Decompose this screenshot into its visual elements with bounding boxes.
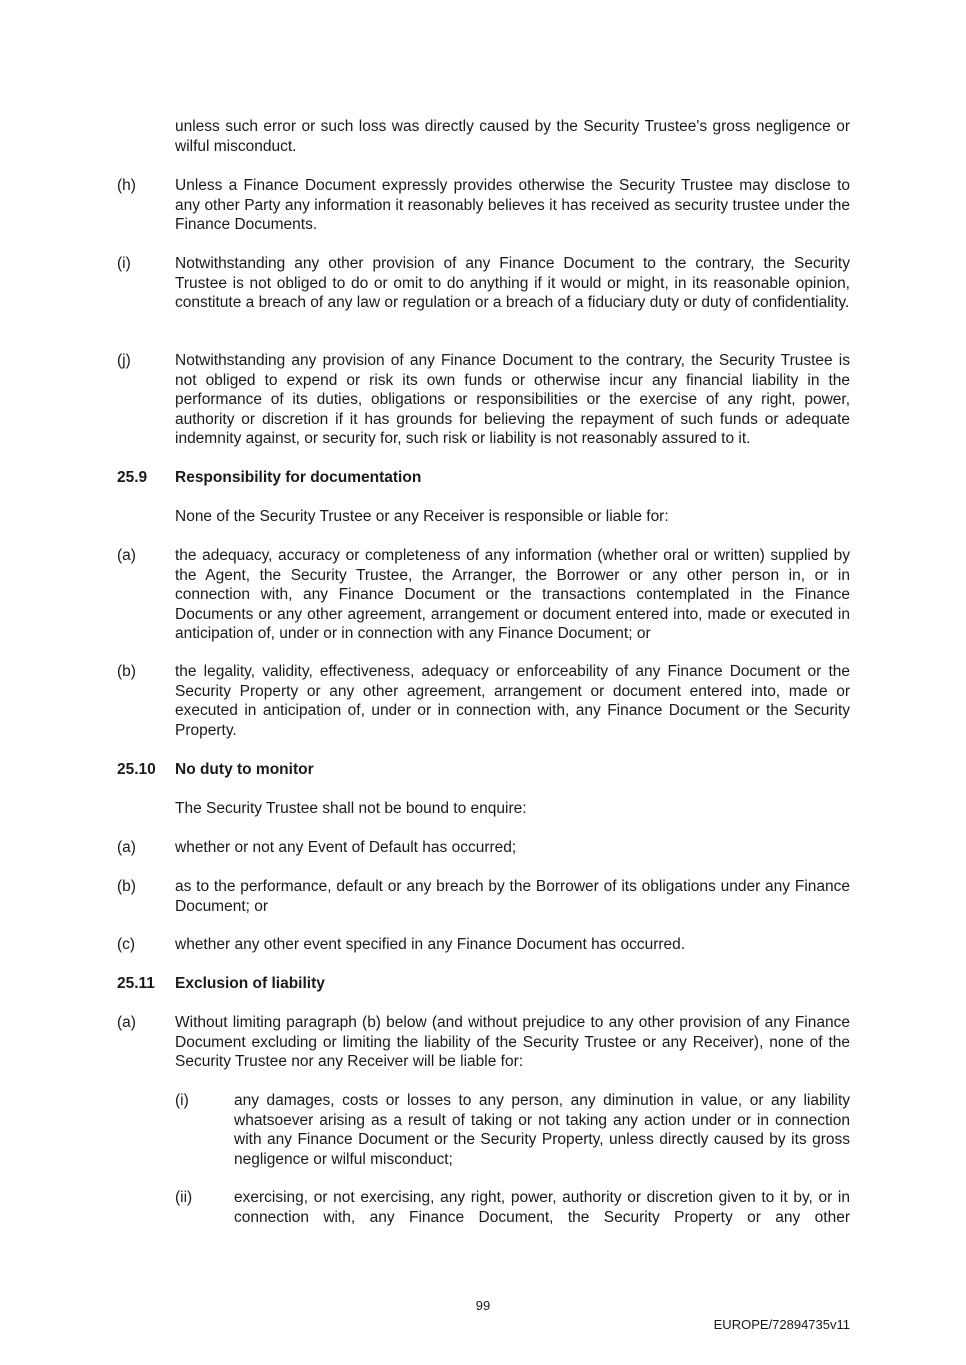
clause-label: (h) xyxy=(117,177,136,194)
sub-clause-label: (i) xyxy=(175,1092,189,1109)
clause-text: Without limiting paragraph (b) below (and without prejudice to any other provision of any Finance Document excluding or limiting the liability of the Security Trustee or any Receiver), none of the Security Trustee nor any Receiver will be liable for: xyxy=(175,1014,850,1071)
clause-label: (b) xyxy=(117,878,136,895)
intro-text: None of the Security Trustee or any Receiver is responsible or liable for: xyxy=(175,508,669,525)
section-title: No duty to monitor xyxy=(175,761,314,778)
section-number: 25.10 xyxy=(117,761,156,778)
section-title: Responsibility for documentation xyxy=(175,469,422,486)
clause-label: (c) xyxy=(117,936,136,953)
section-number: 25.9 xyxy=(117,469,148,486)
clause-text: the legality, validity, effectiveness, adequacy or enforceability of any Finance Document or the Security Property or any other agreement, arrangement or document entered into, made or executed in anticipation of, under or in connection with, any Finance Document or the Security Property. xyxy=(175,663,850,739)
clause-text: whether or not any Event of Default has occurred; xyxy=(175,839,517,856)
clause-label: (j) xyxy=(117,352,131,369)
sub-clause-label: (ii) xyxy=(175,1189,193,1206)
sub-clause-text: exercising, or not exercising, any right, power, authority or discretion given to it by, or in connection with, any Finance Document, the Security Property or any other xyxy=(234,1189,850,1226)
intro-text: The Security Trustee shall not be bound to enquire: xyxy=(175,800,527,817)
clause-text: whether any other event specified in any Finance Document has occurred. xyxy=(175,936,686,953)
sub-clause-text: any damages, costs or losses to any person, any diminution in value, or any liability whatsoever arising as a result of taking or not taking any action under or in connection with any Finance Document or the Security Property, unless directly caused by its gross negligence or wilful misconduct; xyxy=(234,1092,850,1168)
clause-label: (i) xyxy=(117,255,131,272)
paragraph-text: unless such error or such loss was directly caused by the Security Trustee's gross negligence or wilful misconduct. xyxy=(175,118,850,155)
clause-label: (a) xyxy=(117,839,136,856)
section-title: Exclusion of liability xyxy=(175,975,325,992)
document-reference: EUROPE/72894735v11 xyxy=(713,1317,850,1332)
clause-text: as to the performance, default or any breach by the Borrower of its obligations under any Finance Document; or xyxy=(175,878,850,915)
page-number: 99 xyxy=(475,1298,491,1313)
clause-label: (a) xyxy=(117,1014,136,1031)
clause-text: the adequacy, accuracy or completeness of any information (whether oral or written) supplied by the Agent, the Security Trustee, the Arranger, the Borrower or any other person in, or in connection with, any Finance Document or the transactions contemplated in the Finance Documents or any other agreement, arrangement or document entered into, made or executed in anticipation of, under or in connection with any Finance Document; or xyxy=(175,547,850,643)
section-number: 25.11 xyxy=(117,975,155,992)
clause-label: (a) xyxy=(117,547,136,564)
clause-text: Unless a Finance Document expressly provides otherwise the Security Trustee may disclose to any other Party any information it reasonably believes it has received as security trustee under the Finance Documents. xyxy=(175,177,850,234)
clause-text: Notwithstanding any other provision of any Finance Document to the contrary, the Security Trustee is not obliged to do or omit to do anything if it would or might, in its reasonable opinion, constitute a breach of any law or regulation or a breach of a fiduciary duty or duty of confidentiality. xyxy=(175,255,850,312)
clause-text: Notwithstanding any provision of any Finance Document to the contrary, the Security Trustee is not obliged to expend or risk its own funds or otherwise incur any financial liability in the performance of its duties, obligations or responsibilities or the exercise of any right, power, authority or discretion if it has grounds for believing the repayment of such funds or adequate indemnity against, or security for, such risk or liability is not reasonably assured to it. xyxy=(175,352,850,448)
clause-label: (b) xyxy=(117,663,136,680)
